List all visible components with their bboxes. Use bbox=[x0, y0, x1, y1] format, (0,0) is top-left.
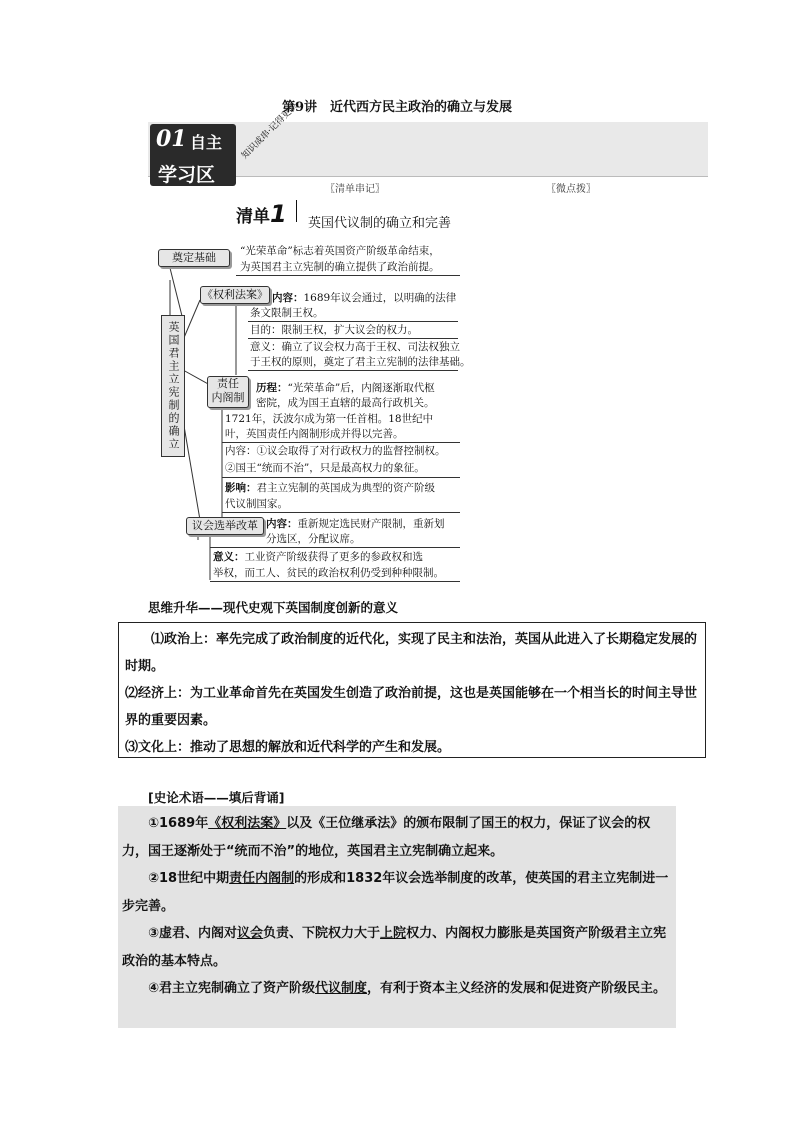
blank-term: 上院 bbox=[380, 926, 407, 941]
text-run: ①1689年 bbox=[148, 816, 209, 831]
yh-meaning-line2: 举权，而工人、贫民的政治权利仍受到种种限制。 bbox=[213, 567, 444, 579]
page-title: 第9讲 近代西方民主政治的确立与发展 bbox=[281, 100, 513, 115]
divider bbox=[222, 512, 460, 513]
text-run: ，有利于资本主义经济的发展和促进资产阶级民主。 bbox=[367, 981, 667, 996]
ql-content-label: 内容： bbox=[272, 292, 304, 304]
siwei-heading: 思维升华——现代史观下英国制度创新的意义 bbox=[148, 600, 399, 615]
zr-history-line3: 1721年，沃波尔成为第一任首相。18世纪中 bbox=[225, 413, 434, 425]
zr-effect-label: 影响： bbox=[225, 482, 257, 494]
yh-meaning-text1: 工业资产阶级获得了更多的参政权和选 bbox=[244, 551, 423, 563]
shilun-heading: [史论术语——填后背诵] bbox=[148, 790, 285, 805]
siwei-para-3: ⑶文化上：推动了思想的解放和近代科学的产生和发展。 bbox=[125, 740, 451, 755]
zr-effect-line1 bbox=[225, 481, 435, 496]
node-quanli-fa-an: 《权利法案》 bbox=[200, 286, 270, 304]
text-run: 权力、内阁权力膨胀是英国资产阶级君主立宪政治的基本特点。 bbox=[122, 926, 667, 969]
zr-content-line2: ②国王“统而不治”，只是最高权力的象征。 bbox=[225, 462, 425, 474]
qingdan-number: 1 bbox=[270, 200, 287, 228]
dianding-line2: 为英国君主立宪制的确立提供了政治前提。 bbox=[240, 261, 440, 273]
qingdan-subtitle: 英国代议制的确立和完善 bbox=[308, 216, 452, 231]
shilun-para-3 bbox=[122, 920, 672, 975]
text-run: ④君主立宪制确立了资产阶级 bbox=[148, 981, 316, 996]
node-zeren-line2: 内阁制 bbox=[211, 391, 245, 404]
zr-history-text1: “光荣革命”后，内阁逐渐取代枢 bbox=[287, 382, 435, 394]
yh-meaning-label: 意义： bbox=[213, 551, 245, 563]
zr-history-line1 bbox=[256, 381, 435, 396]
divider bbox=[222, 442, 460, 443]
yh-content-label: 内容： bbox=[266, 518, 298, 530]
tag-qingdan: 〖清单串记〗 bbox=[325, 184, 385, 195]
zr-history-label: 历程： bbox=[256, 382, 288, 394]
yh-content-text1: 重新规定选民财产限制，重新划 bbox=[297, 518, 445, 530]
divider bbox=[236, 275, 460, 276]
dianding-line1: “光荣革命”标志着英国资产阶级革命结束， bbox=[240, 245, 440, 257]
text-run: 的形成和1832年议会选举制度的改革，使英国的君主立宪制进一步完善。 bbox=[122, 871, 669, 914]
shilun-para-1 bbox=[122, 810, 672, 865]
shilun-para-2 bbox=[122, 865, 672, 920]
ql-purpose: 目的：限制王权，扩大议会的权力。 bbox=[250, 324, 418, 336]
node-zeren-line1: 责任 bbox=[217, 377, 239, 390]
text-run: ③虚君、内阁对 bbox=[148, 926, 238, 941]
yh-content-line2: 分选区，分配议席。 bbox=[266, 533, 361, 545]
yh-meaning-line1 bbox=[213, 550, 423, 565]
mindmap-root: 英国君主立宪制的确立 bbox=[161, 315, 185, 457]
yh-content-line1 bbox=[266, 517, 445, 532]
ql-meaning-line2: 于王权的原则，奠定了君主立宪制的法律基础。 bbox=[250, 356, 471, 368]
blank-term: 《权利法案》 bbox=[208, 816, 287, 831]
blank-term: 责任内阁制 bbox=[229, 871, 295, 886]
badge-label-2: 学习区 bbox=[158, 164, 216, 186]
divider bbox=[222, 477, 460, 478]
zr-content-line1: 内容：①议会取得了对行政权力的监督控制权。 bbox=[225, 445, 446, 457]
ql-content-line2: 条文限制王权。 bbox=[250, 307, 324, 319]
tag-weidian: 〖微点拨〗 bbox=[546, 184, 596, 195]
divider bbox=[210, 581, 460, 582]
divider bbox=[248, 321, 458, 322]
node-zeren-neige bbox=[207, 376, 249, 408]
shilun-para-4 bbox=[122, 975, 672, 1003]
zr-history-line2: 密院，成为国王直辖的最高行政机关。 bbox=[256, 397, 435, 409]
zr-history-line4: 叶，英国责任内阁制形成并得以完善。 bbox=[225, 428, 404, 440]
ql-meaning-line1: 意义：确立了议会权力高于王权、司法权独立 bbox=[250, 341, 460, 353]
zr-effect-text1: 君主立宪制的英国成为典型的资产阶级 bbox=[256, 482, 435, 494]
ql-content-text1: 1689年议会通过，以明确的法律 bbox=[303, 292, 457, 304]
siwei-box bbox=[118, 622, 706, 758]
badge-number: 01 bbox=[156, 126, 187, 152]
zr-effect-line2: 代议制国家。 bbox=[225, 498, 288, 510]
qingdan-prefix: 清单 bbox=[236, 207, 270, 227]
node-yihui-gaige: 议会选举改革 bbox=[186, 517, 264, 535]
slogan-text: 知识成串·记得更快 bbox=[240, 101, 301, 162]
blank-term: 代议制度 bbox=[315, 981, 368, 996]
divider bbox=[248, 338, 458, 339]
text-run: 负责、下院权力大于 bbox=[263, 926, 381, 941]
divider bbox=[210, 547, 460, 548]
shilun-box bbox=[118, 806, 676, 1028]
siwei-para-1: ⑴政治上：率先完成了政治制度的近代化，实现了民主和法治，英国从此进入了长期稳定发展的时期。 bbox=[125, 632, 698, 674]
ql-content-line1 bbox=[272, 291, 456, 306]
blank-term: 议会 bbox=[237, 926, 264, 941]
divider bbox=[248, 370, 458, 371]
text-run: ②18世纪中期 bbox=[148, 871, 230, 886]
badge-label-1: 自主 bbox=[190, 133, 223, 152]
siwei-para-2: ⑵经济上：为工业革命首先在英国发生创造了政治前提，这也是英国能够在一个相当长的时间主导世界的重要因素。 bbox=[125, 686, 698, 728]
node-dianding: 奠定基础 bbox=[158, 249, 230, 267]
text-run: 以及《王位继承法》的颁布限制了国王的权力，保证了议会的权力，国王逐渐处于“统而不治”的地位，英国君主立宪制确立起来。 bbox=[122, 816, 651, 859]
